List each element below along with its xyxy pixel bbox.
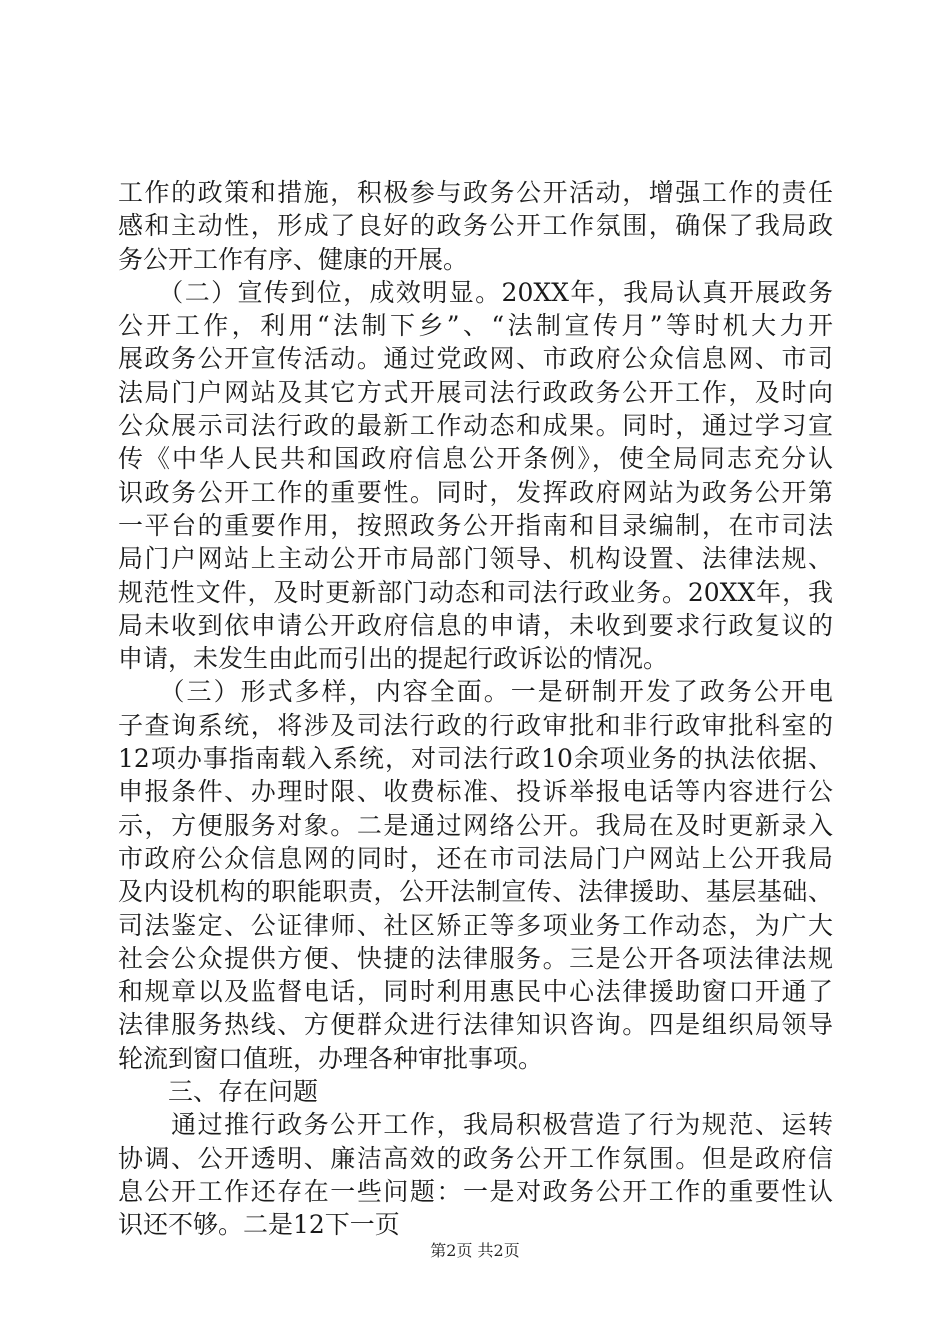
text-line: 公众展示司法行政的最新工作动态和成果。同时，通过学习宣 [118, 411, 833, 441]
text-line: 识还不够。二是12下一页 [118, 1210, 400, 1240]
text-line: （二）宣传到位，成效明显。20XX年，我局认真开展政务 [118, 277, 833, 307]
text-line: 息公开工作还存在一些问题：一是对政务公开工作的重要性认 [118, 1176, 833, 1206]
text-line: 通过推行政务公开工作，我局积极营造了行为规范、运转 [118, 1110, 833, 1140]
text-line: 申请，未发生由此而引出的提起行政诉讼的情况。 [118, 644, 669, 674]
text-line: 感和主动性，形成了良好的政务公开工作氛围，确保了我局政 [118, 211, 833, 241]
text-line: 一平台的重要作用，按照政务公开指南和目录编制，在市司法 [118, 510, 833, 540]
text-line: 务公开工作有序、健康的开展。 [118, 244, 469, 274]
text-line: 传《中华人民共和国政府信息公开条例》，使全局同志充分认 [118, 444, 833, 474]
section-heading: 三、存在问题 [118, 1077, 319, 1107]
text-line: 申报条件、办理时限、收费标准、投诉举报电话等内容进行公 [118, 777, 833, 807]
text-line: 轮流到窗口值班，办理各种审批事项。 [118, 1043, 544, 1073]
text-line: 识政务公开工作的重要性。同时，发挥政府网站为政务公开第 [118, 477, 833, 507]
text-line: 工作的政策和措施，积极参与政务公开活动，增强工作的责任 [118, 178, 833, 207]
text-line: 子查询系统，将涉及司法行政的行政审批和非行政审批科室的 [118, 710, 833, 740]
text-line: 展政务公开宣传活动。通过党政网、市政府公众信息网、市司 [118, 344, 833, 374]
text-line: 协调、公开透明、廉洁高效的政务公开工作氛围。但是政府信 [118, 1143, 833, 1173]
text-line: 规范性文件，及时更新部门动态和司法行政业务。20XX年，我 [118, 577, 833, 607]
text-line: 司法鉴定、公证律师、社区矫正等多项业务工作动态，为广大 [118, 910, 833, 940]
text-line: 12项办事指南载入系统，对司法行政10余项业务的执法依据、 [118, 744, 833, 774]
text-line: 局未收到依申请公开政府信息的申请，未收到要求行政复议的 [118, 610, 833, 640]
page-number-footer: 第2页 共2页 [430, 1241, 520, 1260]
text-line: 及内设机构的职能职责，公开法制宣传、法律援助、基层基础、 [118, 877, 833, 907]
text-line: （三）形式多样，内容全面。一是研制开发了政务公开电 [118, 677, 833, 707]
text-line: 市政府公众信息网的同时，还在市司法局门户网站上公开我局 [118, 843, 833, 873]
document-body [118, 176, 833, 1242]
text-line: 法局门户网站及其它方式开展司法行政政务公开工作，及时向 [118, 377, 833, 407]
text-line: 公开工作，利用“法制下乡”、“法制宣传月”等时机大力开 [118, 311, 833, 341]
text-line: 示，方便服务对象。二是通过网络公开。我局在及时更新录入 [118, 810, 833, 840]
text-line: 和规章以及监督电话，同时利用惠民中心法律援助窗口开通了 [118, 977, 833, 1007]
text-line: 法律服务热线、方便群众进行法律知识咨询。四是组织局领导 [118, 1010, 833, 1040]
text-line: 局门户网站上主动公开市局部门领导、机构设置、法律法规、 [118, 544, 833, 574]
text-line: 社会公众提供方便、快捷的法律服务。三是公开各项法律法规 [118, 943, 833, 973]
